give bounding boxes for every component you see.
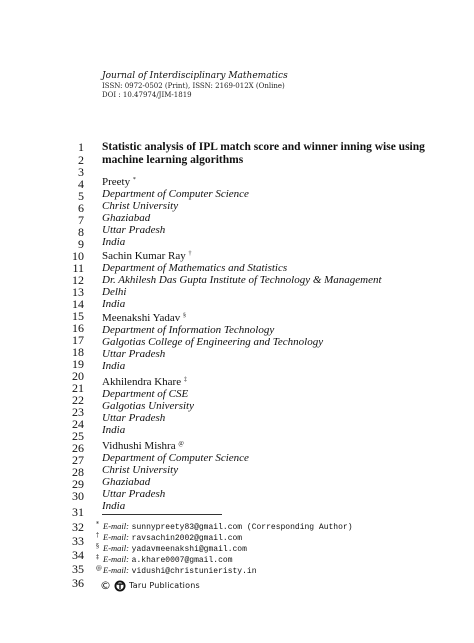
email-link[interactable]: vidushi@christunieristy.in	[131, 567, 257, 576]
line-number: 25	[72, 429, 84, 443]
line-number: 3	[78, 165, 84, 179]
affiliation-line: Christ University	[102, 200, 179, 212]
journal-header	[102, 71, 432, 100]
footnote-email: § E-mail: yadavmeenakshi@gmail.com	[96, 543, 247, 554]
footnote-rule	[102, 514, 222, 515]
line-number: 34	[72, 548, 84, 562]
line-number: 24	[72, 417, 84, 431]
line-number: 22	[72, 393, 84, 407]
journal-issn: ISSN: 0972-0502 (Print), ISSN: 2169-012X (Online)	[102, 82, 285, 90]
author-mark: †	[188, 251, 192, 257]
line-number: 14	[72, 297, 84, 311]
line-number: 5	[78, 189, 84, 203]
line-number: 30	[72, 489, 84, 503]
line-number: 19	[72, 357, 84, 371]
affiliation-line: Galgotias College of Engineering and Technology	[102, 336, 324, 348]
affiliation-line: Galgotias University	[102, 400, 194, 412]
affiliation-line: India	[102, 424, 126, 436]
paper-title-line-2: machine learning algorithms	[102, 154, 244, 166]
email-link[interactable]: yadavmeenakshi@gmail.com	[131, 545, 247, 554]
line-number: 1	[78, 140, 84, 154]
footnote-email: † E-mail: ravsachin2002@gmail.com	[96, 532, 243, 543]
journal-doi: DOI : 10.47974/JIM-1819	[102, 91, 192, 99]
line-number: 35	[72, 562, 84, 576]
author-mark: §	[182, 313, 186, 319]
affiliation-line: India	[102, 236, 126, 248]
affiliation-line: Dr. Akhilesh Das Gupta Institute of Technology & Management	[102, 274, 382, 286]
email-link[interactable]: ravsachin2002@gmail.com	[131, 534, 243, 543]
line-number: 36	[72, 576, 84, 590]
line-number: 8	[78, 225, 84, 239]
affiliation-line: Christ University	[102, 464, 179, 476]
author-name: Meenakshi Yadav §	[102, 312, 186, 324]
line-number: 26	[72, 441, 84, 455]
line-number: 32	[72, 520, 84, 534]
email-link[interactable]: a.khare0007@gmail.com	[131, 556, 233, 565]
publisher-name: Taru Publications	[129, 581, 200, 590]
line-number: 16	[72, 321, 84, 335]
line-number: 12	[72, 273, 84, 287]
line-number: 28	[72, 465, 84, 479]
affiliation-line: Department of Information Technology	[102, 324, 275, 336]
author-mark: @	[178, 441, 184, 447]
copyright-symbol: ©	[100, 579, 111, 592]
journal-name: Journal of Interdisciplinary Mathematics	[102, 71, 288, 81]
line-number: 21	[72, 381, 84, 395]
affiliation-line: Uttar Pradesh	[102, 412, 166, 424]
affiliation-line: Uttar Pradesh	[102, 488, 166, 500]
line-number: 13	[72, 285, 84, 299]
line-number: 2	[78, 153, 84, 167]
affiliation-line: Ghaziabad	[102, 212, 151, 224]
line-number: 23	[72, 405, 84, 419]
publisher-logo-icon	[114, 580, 126, 592]
affiliation-line: Delhi	[102, 286, 127, 298]
author-name: Preety *	[102, 176, 136, 188]
author-mark: ‡	[183, 377, 187, 383]
line-number: 15	[72, 309, 84, 323]
line-number: 20	[72, 369, 84, 383]
affiliation-line: India	[102, 360, 126, 372]
line-number: 29	[72, 477, 84, 491]
affiliation-line: Department of Computer Science	[102, 452, 249, 464]
affiliation-line: Department of Computer Science	[102, 188, 249, 200]
line-number: 10	[72, 249, 84, 263]
affiliation-line: India	[102, 500, 126, 512]
affiliation-line: Ghaziabad	[102, 476, 151, 488]
affiliation-line: Department of CSE	[102, 388, 189, 400]
line-number: 17	[72, 333, 84, 347]
author-mark: *	[132, 177, 136, 183]
paper-title-line-1: Statistic analysis of IPL match score and winner inning wise using	[102, 141, 425, 153]
affiliation-line: India	[102, 298, 126, 310]
line-number: 9	[78, 237, 84, 251]
line-number: 18	[72, 345, 84, 359]
footnote-email: * E-mail: sunnypreety83@gmail.com (Corresponding Author)	[96, 521, 353, 532]
affiliation-line: Uttar Pradesh	[102, 224, 166, 236]
email-link[interactable]: sunnypreety83@gmail.com (Corresponding Author)	[131, 523, 353, 532]
author-name: Akhilendra Khare ‡	[102, 376, 187, 388]
line-number: 33	[72, 534, 84, 548]
line-number: 27	[72, 453, 84, 467]
line-number: 4	[78, 177, 84, 191]
line-number: 11	[72, 261, 84, 275]
line-number: 7	[78, 213, 84, 227]
line-number: 6	[78, 201, 84, 215]
author-name: Vidhushi Mishra @	[102, 440, 184, 452]
affiliation-line: Department of Mathematics and Statistics	[102, 262, 288, 274]
copyright-line	[100, 579, 200, 592]
footnote-email: @E-mail: vidushi@christunieristy.in	[96, 565, 257, 576]
author-name: Sachin Kumar Ray †	[102, 250, 192, 262]
affiliation-line: Uttar Pradesh	[102, 348, 166, 360]
footnote-email: ‡ E-mail: a.khare0007@gmail.com	[96, 554, 233, 565]
line-number: 31	[72, 505, 84, 519]
